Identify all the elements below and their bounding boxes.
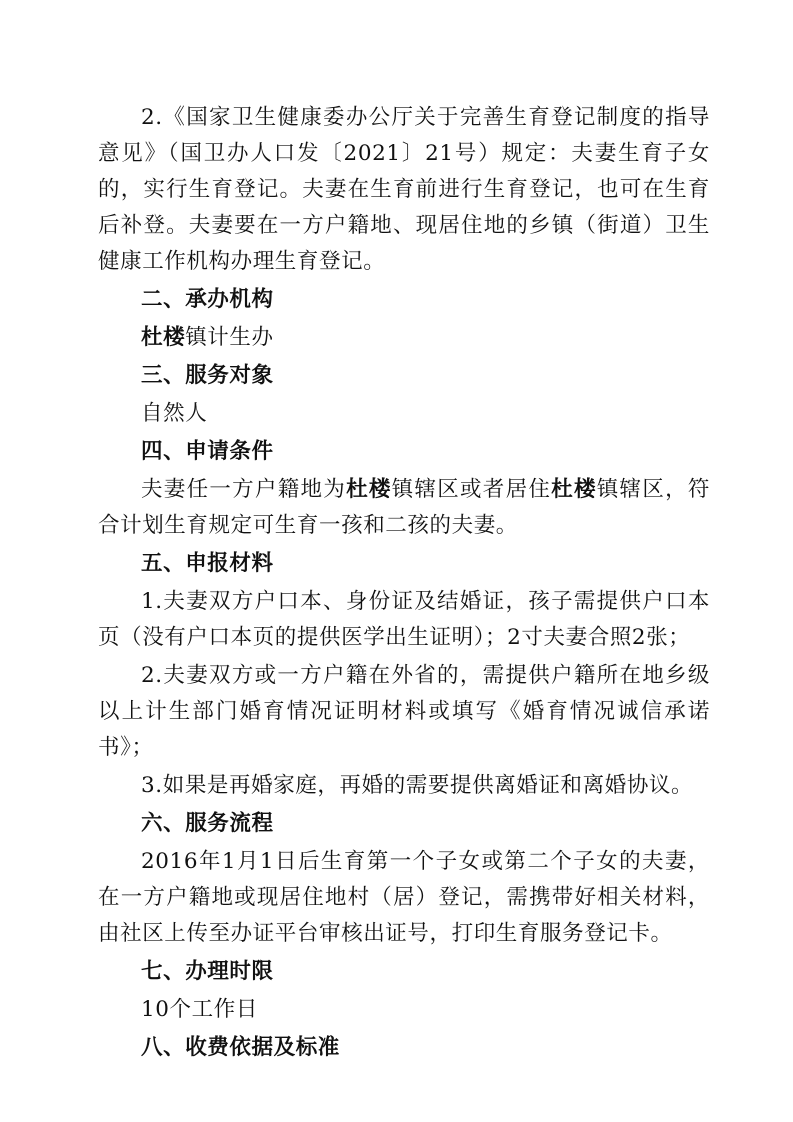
conditions-text-2: 镇辖区或者居住: [391, 477, 552, 502]
paragraph-agency: [98, 320, 710, 356]
paragraph-service-target: 自然人: [141, 401, 208, 426]
conditions-text-1: 夫妻任一方户籍地为: [141, 477, 347, 502]
town-name: 杜楼: [346, 477, 392, 502]
heading-time-limit: 七、办理时限: [141, 959, 274, 984]
paragraph-material-2: 2.夫妻双方或一方户籍在外省的，需提供户籍所在地乡级以上计生部门婚育情况证明材料或填写《婚育情况诚信承诺书》；: [98, 663, 710, 760]
document-body: [98, 100, 710, 1068]
heading-process: 六、服务流程: [141, 811, 274, 836]
paragraph-process: 2016年1月1日后生育第一个子女或第二个子女的夫妻，在一方户籍地或现居住地村（居）登记，需携带好相关材料，由社区上传至办证平台审核出证号，打印生育服务登记卡。: [98, 849, 710, 946]
town-name: 杜楼: [141, 325, 186, 350]
conditions-text-3: 镇辖区，符合计划生育规定可生育一孩和二孩的夫妻。: [98, 477, 710, 538]
heading-conditions: 四、申请条件: [141, 439, 274, 464]
paragraph-regulation: 2.《国家卫生健康委办公厅关于完善生育登记制度的指导意见》（国卫办人口发〔2021〕21号）规定：夫妻生育子女的，实行生育登记。夫妻在生育前进行生育登记，也可在生育后补登。夫妻要在一方户籍地、现居住地的乡镇（街道）卫生健康工作机构办理生育登记。: [98, 105, 710, 274]
heading-materials: 五、申报材料: [141, 551, 274, 576]
heading-service-target: 三、服务对象: [141, 363, 274, 388]
town-name: 杜楼: [551, 477, 597, 502]
paragraph-conditions: [98, 472, 710, 544]
paragraph-time-limit: 10个工作日: [141, 997, 258, 1022]
heading-agency: 二、承办机构: [141, 287, 274, 312]
paragraph-material-3: 3.如果是再婚家庭，再婚的需要提供离婚证和离婚协议。: [141, 773, 694, 798]
heading-fees: 八、收费依据及标准: [141, 1035, 340, 1060]
paragraph-material-1: 1.夫妻双方户口本、身份证及结婚证，孩子需提供户口本页（没有户口本页的提供医学出生证明）；2寸夫妻合照2张；: [98, 589, 710, 650]
agency-suffix: 镇计生办: [185, 325, 274, 350]
